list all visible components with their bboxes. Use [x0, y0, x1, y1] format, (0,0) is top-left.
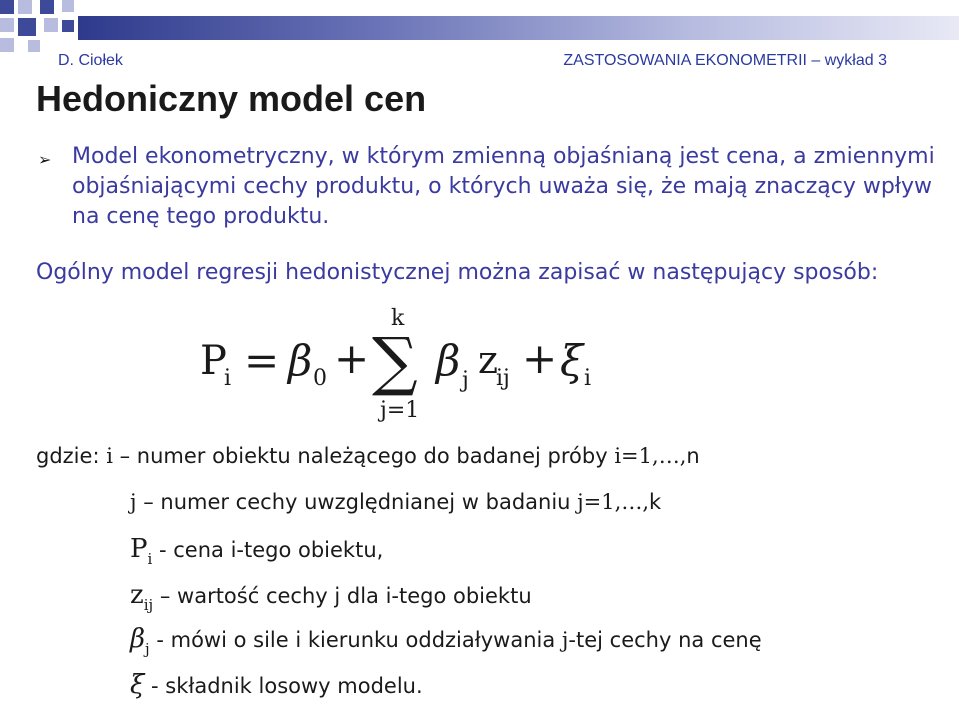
- corner-square: [18, 0, 32, 14]
- formula-z: z: [478, 338, 499, 382]
- corner-square: [28, 40, 40, 52]
- def-z-symbol: z: [130, 580, 144, 610]
- formula-equals: =: [244, 336, 280, 385]
- formula-lhs-sub: i: [224, 366, 232, 391]
- corner-square: [62, 0, 74, 12]
- formula-xi-sub: i: [584, 366, 592, 391]
- formula-betaj-sub: j: [462, 368, 469, 393]
- def-beta-text2: -tej cechy na cenę: [568, 628, 762, 652]
- def-j-range-end: k: [649, 490, 662, 514]
- def-j-range: j=1,…,: [577, 490, 649, 514]
- gdzie-label: gdzie:: [36, 444, 100, 468]
- def-i-symbol: i: [106, 444, 113, 468]
- def-p-symbol: P: [130, 534, 148, 564]
- def-p-sub: i: [147, 550, 153, 568]
- formula-beta0-sub: 0: [313, 366, 327, 391]
- header-gradient-bar: [78, 16, 959, 40]
- def-xi-symbol: ξ: [130, 670, 145, 700]
- sigma-icon: ∑: [372, 325, 418, 399]
- general-model-paragraph: Ogólny model regresji hedonistycznej można zapisać w następujący sposób:: [36, 260, 879, 285]
- def-z-text: – wartość cechy j dla i-tego obiektu: [159, 584, 532, 608]
- intro-paragraph: Model ekonometryczny, w którym zmienną objaśnianą jest cena, a zmiennymi objaśniającymi cechy produktu, o których uważa się, że mają znaczący wpływ na cenę tego produktu.: [72, 144, 935, 229]
- formula-plus: +: [334, 334, 370, 383]
- formula-sum-bottom: j=1: [380, 398, 420, 423]
- definition-j: [130, 490, 661, 514]
- corner-square: [62, 20, 74, 32]
- def-beta-symbol: β: [130, 624, 146, 654]
- def-j-text: – numer cechy uwzględnianej w badaniu: [143, 490, 571, 514]
- formula-z-sub: ij: [496, 366, 510, 391]
- def-xi-text: - składnik losowy modelu.: [151, 674, 423, 698]
- def-i-range: i=1,…,: [614, 444, 687, 468]
- definition-beta: [130, 624, 762, 658]
- def-z-sub: ij: [143, 596, 154, 614]
- def-p-text: - cena i-tego obiektu,: [159, 538, 384, 562]
- def-i-range-end: n: [686, 444, 700, 468]
- slide-title: Hedoniczny model cen: [36, 78, 427, 119]
- formula-sum-top: k: [391, 306, 405, 331]
- arrow-right-icon: ➢: [38, 150, 52, 169]
- definition-i: [36, 444, 700, 468]
- corner-square: [0, 38, 14, 52]
- formula-xi: ξ: [560, 336, 584, 385]
- header-course: ZASTOSOWANIA EKONOMETRII – wykład 3: [563, 52, 887, 69]
- def-beta-text1: - mówi o sile i kierunku oddziaływania: [156, 628, 556, 652]
- formula-lhs: P: [200, 338, 227, 384]
- corner-square: [0, 18, 14, 32]
- corner-square: [44, 18, 58, 32]
- def-j-symbol: j: [130, 490, 137, 514]
- definition-p: [130, 534, 384, 568]
- header-author: D. Ciołek: [58, 52, 123, 69]
- corner-square: [40, 0, 54, 14]
- formula-betaj: β: [436, 336, 461, 385]
- def-i-text: – numer obiektu należącego do badanej próby: [119, 444, 608, 468]
- def-beta-mid: j: [561, 628, 569, 652]
- formula-plus: +: [522, 334, 558, 383]
- corner-square: [18, 18, 36, 36]
- definition-xi: [130, 670, 423, 700]
- definition-z: [130, 580, 532, 614]
- def-beta-sub: j: [145, 640, 150, 658]
- formula-beta0: β: [288, 336, 313, 385]
- corner-square: [0, 0, 14, 14]
